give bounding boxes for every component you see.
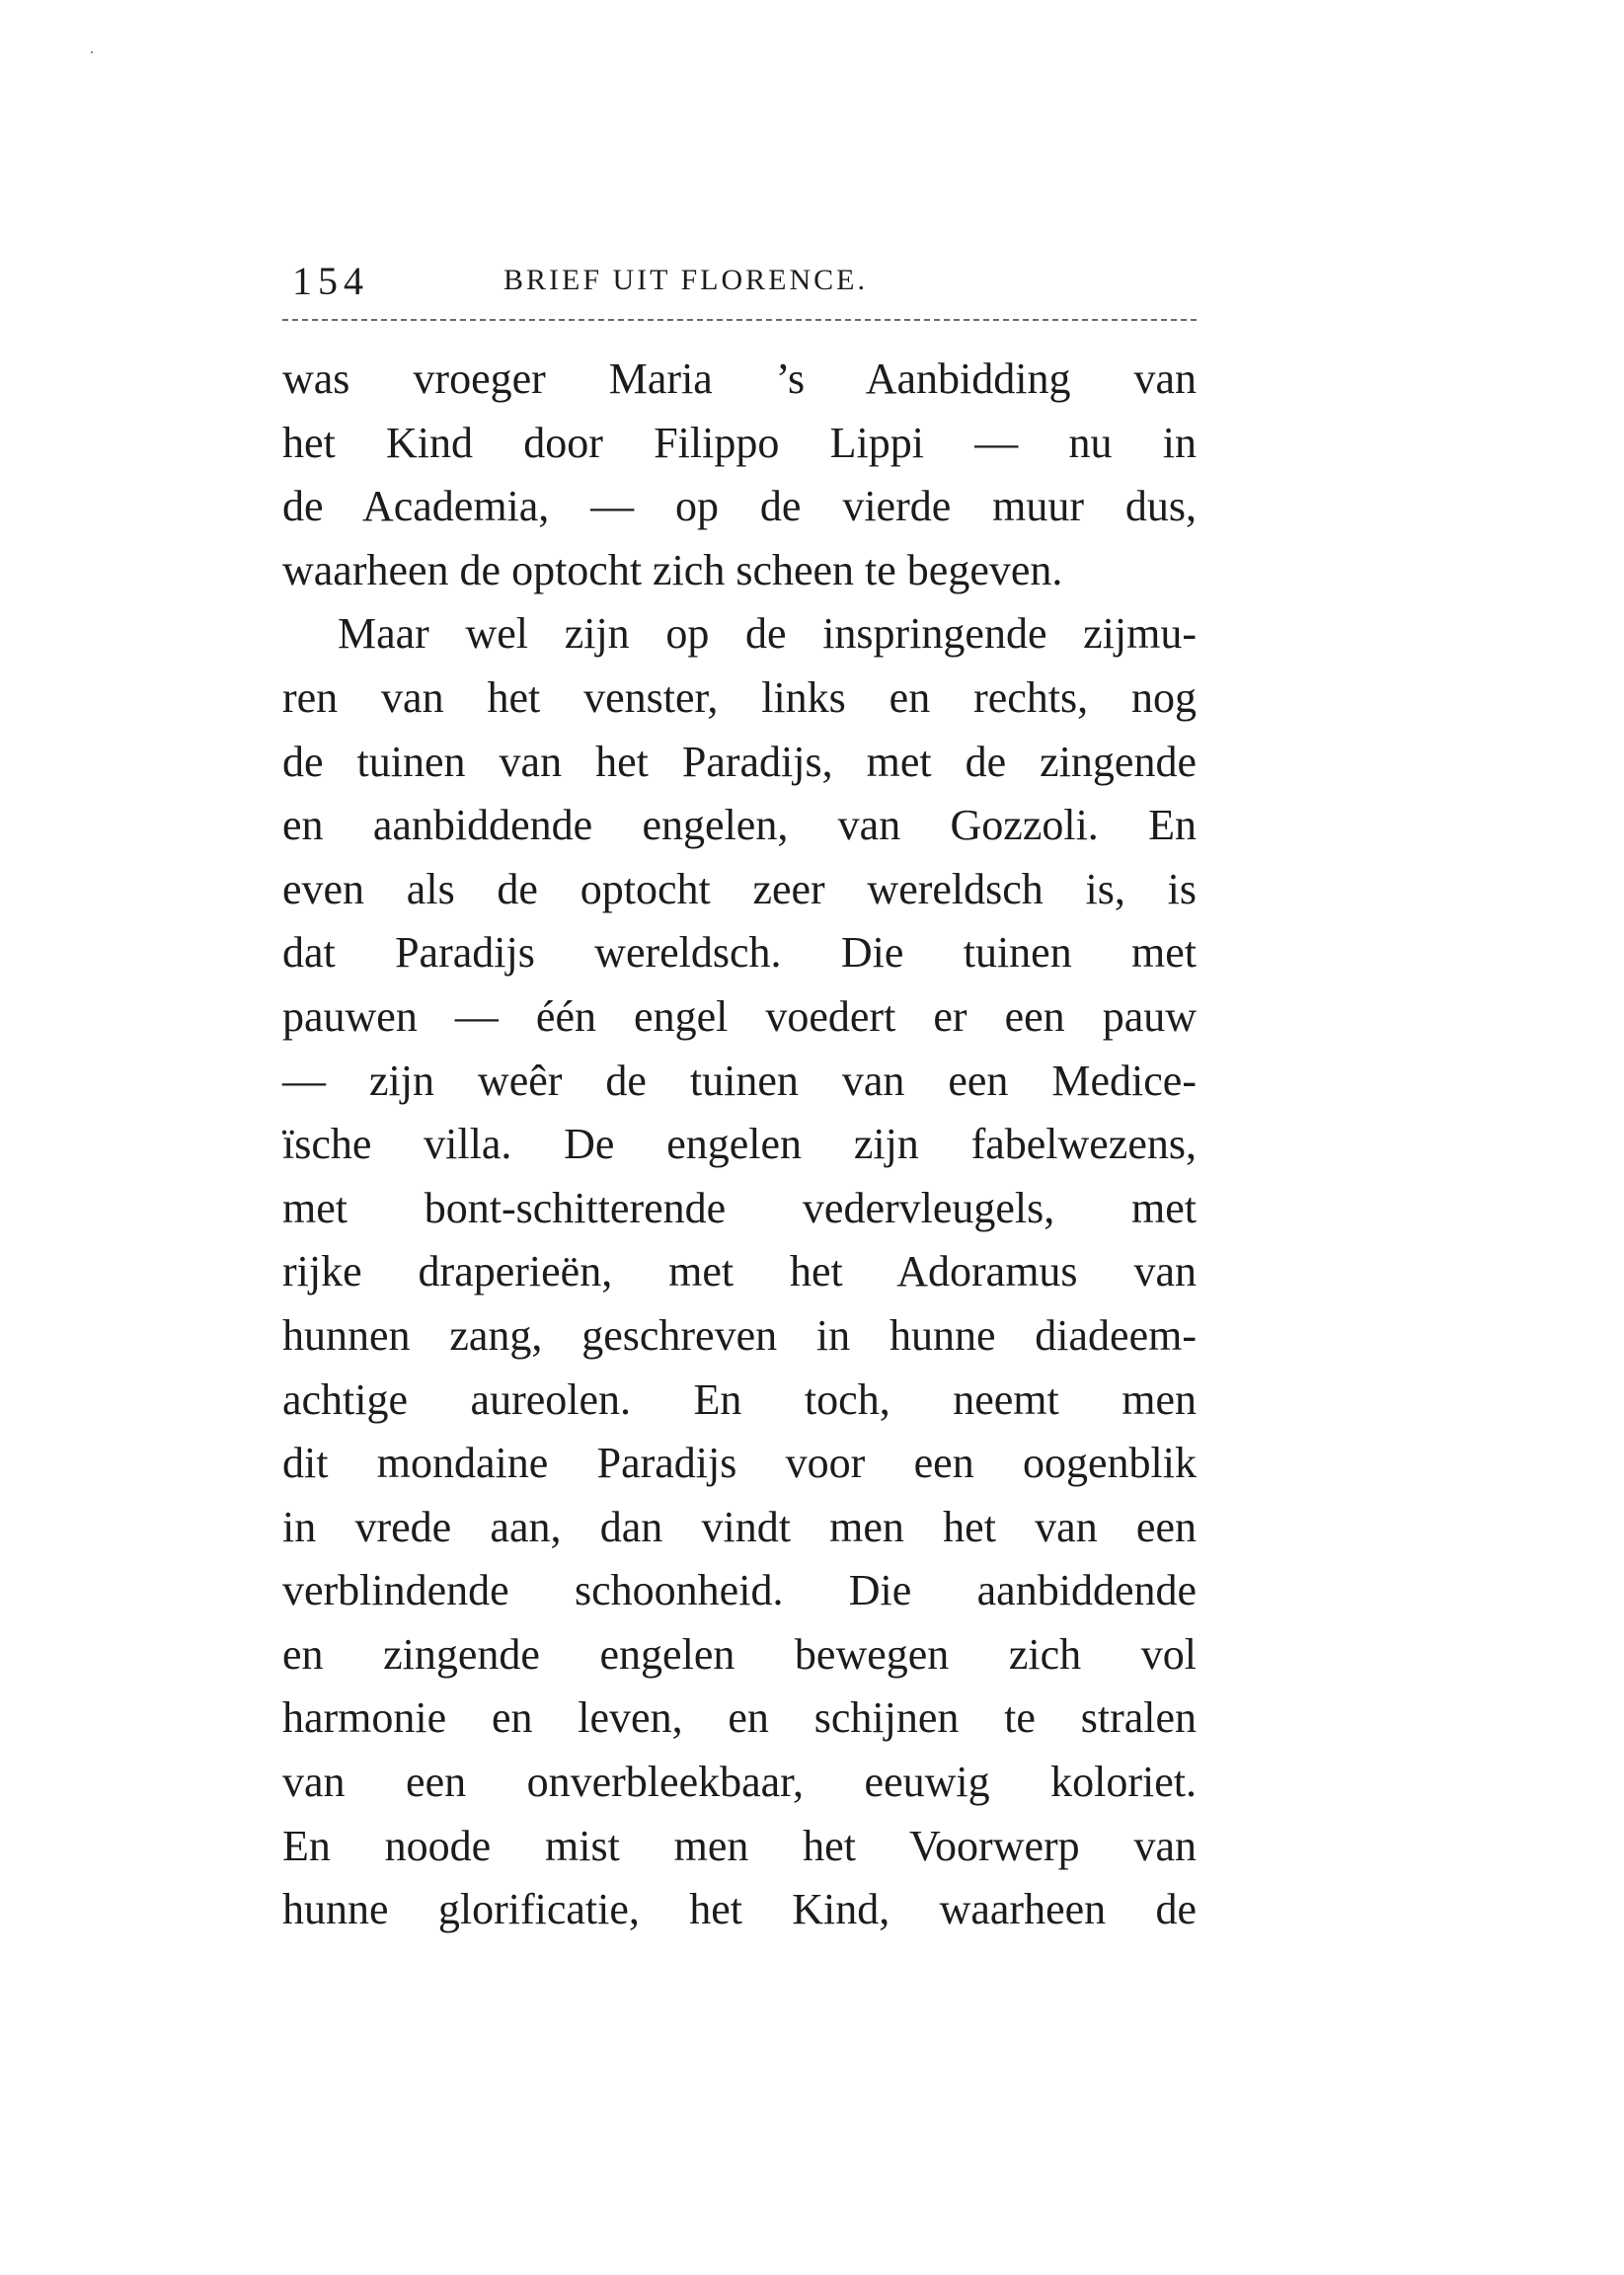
text-line: en zingende engelen bewegen zich vol: [282, 1629, 1197, 1679]
text-line: was vroeger Maria ’s Aanbidding van: [282, 354, 1197, 403]
text-line: even als de optocht zeer wereldsch is, is: [282, 864, 1197, 913]
text-line: met bont-schitterende vedervleugels, met: [282, 1183, 1197, 1232]
text-line: dat Paradijs wereldsch. Die tuinen met: [282, 928, 1197, 978]
running-title: BRIEF UIT FLORENCE.: [503, 264, 868, 296]
text-line: Maar wel zijn op de inspringende zijmu-: [338, 609, 1197, 659]
running-head: [282, 252, 1197, 311]
text-line: verblindende schoonheid. Die aanbiddende: [282, 1566, 1197, 1615]
text-line: pauwen — één engel voedert er een pauw: [282, 991, 1197, 1041]
text-line: harmonie en leven, en schijnen te stralen: [282, 1693, 1197, 1743]
text-line: ren van het venster, links en rechts, nog: [282, 672, 1197, 722]
page-number: 154: [292, 259, 369, 303]
text-line: ïsche villa. De engelen zijn fabelwezens,: [282, 1120, 1197, 1169]
text-line: achtige aureolen. En toch, neemt men: [282, 1374, 1197, 1424]
text-line: de Academia, — op de vierde muur dus,: [282, 482, 1197, 531]
text-line: in vrede aan, dan vindt men het van een: [282, 1502, 1197, 1551]
text-line: En noode mist men het Voorwerp van: [282, 1821, 1197, 1870]
text-line: hunne glorificatie, het Kind, waarheen de: [282, 1885, 1197, 1934]
text-line: dit mondaine Paradijs voor een oogenblik: [282, 1439, 1197, 1488]
body-text: [282, 348, 1197, 1942]
text-line: rijke draperieën, met het Adoramus van: [282, 1247, 1197, 1296]
text-line: en aanbiddende engelen, van Gozzoli. En: [282, 801, 1197, 850]
text-line: — zijn weêr de tuinen van een Medice-: [282, 1056, 1197, 1105]
text-line: de tuinen van het Paradijs, met de zingende: [282, 737, 1197, 786]
text-line: van een onverbleekbaar, eeuwig koloriet.: [282, 1758, 1197, 1807]
text-line: waarheen de optocht zich scheen te begeven.: [282, 545, 1063, 594]
header-rule: [282, 319, 1197, 321]
text-line: hunnen zang, geschreven in hunne diadeem-: [282, 1310, 1197, 1360]
scan-speck: [91, 51, 93, 53]
text-line: het Kind door Filippo Lippi — nu in: [282, 418, 1197, 467]
